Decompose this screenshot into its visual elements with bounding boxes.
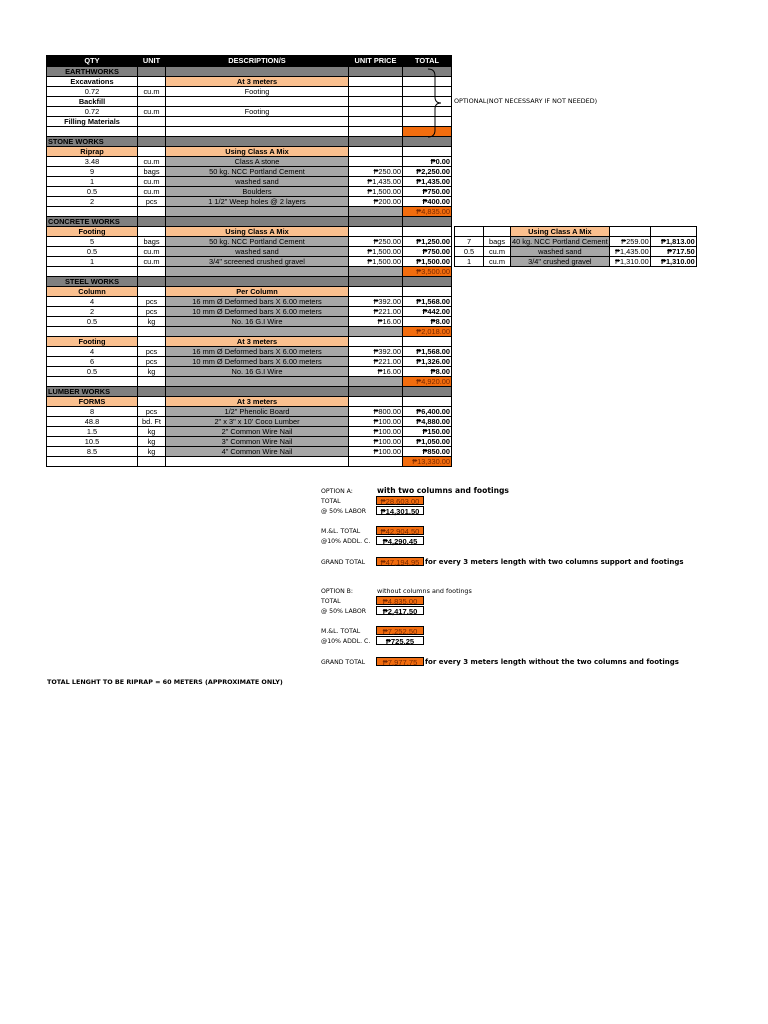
price-cell: ₱1,500.00	[349, 247, 403, 257]
section-title: STONE WORKS	[47, 137, 138, 147]
footing-subtotal: ₱4,920.00	[403, 377, 452, 387]
alternative-mix-table	[454, 226, 697, 267]
table-row	[47, 447, 452, 457]
qty-cell: 3.48	[47, 157, 138, 167]
unit-cell: pcs	[138, 197, 166, 207]
section-title: STEEL WORKS	[47, 277, 138, 287]
total-cell: ₱0.00	[403, 157, 452, 167]
table-row	[47, 307, 452, 317]
option-b-total: ₱4,835.00	[376, 596, 424, 605]
price-cell	[349, 157, 403, 167]
price-cell: ₱100.00	[349, 447, 403, 457]
option-a-addl: ₱4,290.45	[376, 536, 424, 545]
table-row	[47, 297, 452, 307]
price-cell: ₱392.00	[349, 297, 403, 307]
total-cell: ₱4,880.00	[403, 417, 452, 427]
stone-subtotal: ₱4,835.00	[403, 207, 452, 217]
desc-cell: washed sand	[511, 247, 610, 257]
price-cell: ₱16.00	[349, 367, 403, 377]
option-b-labor: ₱2,417.50	[376, 606, 424, 615]
total-cell: ₱2,250.00	[403, 167, 452, 177]
unit-cell: bags	[138, 237, 166, 247]
unit-cell: pcs	[138, 347, 166, 357]
option-a-total-label: TOTAL	[321, 498, 341, 505]
option-b-label: OPTION B:	[321, 588, 354, 595]
footer-note: TOTAL LENGHT TO BE RIPRAP = 60 METERS (APPROXIMATE ONLY)	[47, 678, 283, 686]
total-cell: ₱1,500.00	[403, 257, 452, 267]
qty-cell: 0.5	[455, 247, 484, 257]
qty-cell: 5	[47, 237, 138, 247]
qty-cell: 0.72	[47, 107, 138, 117]
desc-cell: washed sand	[166, 177, 349, 187]
table-row	[47, 87, 452, 97]
total-cell: ₱1,435.00	[403, 177, 452, 187]
table-row	[47, 437, 452, 447]
desc-cell: No. 16 G.I Wire	[166, 367, 349, 377]
unit-cell: bags	[138, 167, 166, 177]
qty-cell: 0.5	[47, 317, 138, 327]
option-b-labor-label: @ 50% LABOR	[321, 608, 367, 615]
desc-cell: Boulders	[166, 187, 349, 197]
option-b-grand-description: for every 3 meters length without the two columns and footings	[425, 658, 679, 666]
table-row	[47, 197, 452, 207]
curly-brace-icon	[427, 68, 443, 138]
qty-cell: 1	[47, 177, 138, 187]
qty-cell: 8	[47, 407, 138, 417]
qty-cell: 1.5	[47, 427, 138, 437]
mix-label: At 3 meters	[166, 337, 349, 347]
qty-cell: 0.5	[47, 187, 138, 197]
subtotal-row	[47, 267, 452, 277]
qty-cell: 10.5	[47, 437, 138, 447]
table-row	[47, 397, 452, 407]
price-cell: ₱16.00	[349, 317, 403, 327]
table-row	[47, 147, 452, 157]
option-b-grand-label: GRAND TOTAL	[321, 659, 366, 666]
header-qty: QTY	[47, 56, 138, 67]
section-concrete-works	[47, 217, 452, 227]
desc-cell: washed sand	[166, 247, 349, 257]
table-row	[455, 247, 697, 257]
table-row	[47, 177, 452, 187]
qty-cell: 2	[47, 307, 138, 317]
option-a-label: OPTION A:	[321, 488, 353, 495]
unit-cell: cu.m	[138, 247, 166, 257]
table-row	[47, 337, 452, 347]
qty-cell: 4	[47, 347, 138, 357]
table-row	[47, 357, 452, 367]
table-row	[47, 367, 452, 377]
subsection-label: Riprap	[47, 147, 138, 157]
option-b-ml-label: M.&L. TOTAL	[321, 628, 361, 635]
desc-cell: 3/4" crushed gravel	[511, 257, 610, 267]
option-b-total-label: TOTAL	[321, 598, 341, 605]
total-cell: ₱750.00	[403, 247, 452, 257]
qty-cell: 0.5	[47, 367, 138, 377]
unit-cell: pcs	[138, 407, 166, 417]
price-cell: ₱100.00	[349, 417, 403, 427]
desc-cell: 40 kg. NCC Portland Cement	[512, 237, 608, 246]
subsection-label: FORMS	[47, 397, 138, 407]
table-row	[47, 107, 452, 117]
option-a-ml-label: M.&L. TOTAL	[321, 528, 361, 535]
qty-cell: 9	[47, 167, 138, 177]
subsection-label: Footing	[47, 337, 138, 347]
table-row	[47, 77, 452, 87]
unit-cell: cu.m	[138, 157, 166, 167]
subtotal-row	[47, 327, 452, 337]
column-subtotal: ₱2,018.00	[403, 327, 452, 337]
desc-cell: 4" Common Wire Nail	[166, 447, 349, 457]
unit-cell: bags	[484, 237, 511, 247]
total-cell: ₱1,310.00	[650, 257, 696, 267]
qty-cell: 1	[47, 257, 138, 267]
subsection-label: Column	[47, 287, 138, 297]
desc-cell: 50 kg. NCC Portland Cement	[166, 237, 349, 247]
mix-label: Using Class A Mix	[166, 227, 349, 237]
price-cell: ₱1,310.00	[609, 257, 650, 267]
total-cell: ₱400.00	[403, 197, 452, 207]
section-title: CONCRETE WORKS	[47, 217, 138, 227]
desc-cell: Class A stone	[166, 157, 349, 167]
unit-cell: cu.m	[138, 107, 166, 117]
total-cell: ₱750.00	[403, 187, 452, 197]
total-cell: ₱442.00	[403, 307, 452, 317]
table-row	[47, 227, 452, 237]
price-cell: ₱1,435.00	[609, 247, 650, 257]
table-row	[47, 157, 452, 167]
desc-cell: 2" Common Wire Nail	[166, 427, 349, 437]
unit-cell: cu.m	[138, 257, 166, 267]
desc-cell: 10 mm Ø Deformed bars X 6.00 meters	[166, 307, 349, 317]
table-row	[47, 127, 452, 137]
total-cell: ₱1,050.00	[403, 437, 452, 447]
section-lumber-works	[47, 387, 452, 397]
subsection-note: At 3 meters	[166, 77, 349, 87]
qty-cell: 6	[47, 357, 138, 367]
table-row	[455, 257, 697, 267]
qty-cell: 4	[47, 297, 138, 307]
mix-label: At 3 meters	[166, 397, 349, 407]
table-row	[47, 427, 452, 437]
price-cell: ₱250.00	[349, 167, 403, 177]
qty-cell: 7	[455, 237, 484, 247]
total-cell: ₱1,568.00	[403, 347, 452, 357]
qty-cell: 1	[455, 257, 484, 267]
price-cell: ₱250.00	[349, 237, 403, 247]
optional-note: OPTIONAL(NOT NECESSARY IF NOT NEEDED)	[454, 97, 598, 105]
header-description: DESCRIPTION/S	[166, 56, 349, 67]
option-a-ml-total: ₱42,904.50	[376, 526, 424, 535]
unit-cell: cu.m	[138, 87, 166, 97]
option-b-grand-total: ₱7,977.75	[376, 657, 424, 666]
section-title: LUMBER WORKS	[47, 387, 138, 397]
price-cell: ₱100.00	[349, 427, 403, 437]
unit-cell: cu.m	[138, 177, 166, 187]
table-row	[47, 407, 452, 417]
subtotal-row	[47, 377, 452, 387]
unit-cell: kg	[138, 447, 166, 457]
desc-cell: 2" x 3" x 10' Coco Lumber	[166, 417, 349, 427]
table-row	[47, 417, 452, 427]
total-cell: ₱1,250.00	[403, 237, 452, 247]
table-row	[47, 167, 452, 177]
price-cell: ₱259.00	[609, 237, 650, 247]
table-row	[455, 227, 697, 237]
subsection-label: Filling Materials	[47, 117, 138, 127]
desc-cell: Footing	[166, 87, 349, 97]
desc-cell: 16 mm Ø Deformed bars X 6.00 meters	[166, 297, 349, 307]
unit-cell: pcs	[138, 357, 166, 367]
table-row	[47, 237, 452, 247]
option-a-labor: ₱14,301.50	[376, 506, 424, 515]
qty-cell: 0.5	[47, 247, 138, 257]
desc-cell: No. 16 G.I Wire	[166, 317, 349, 327]
total-cell: ₱150.00	[403, 427, 452, 437]
price-cell: ₱392.00	[349, 347, 403, 357]
price-cell: ₱200.00	[349, 197, 403, 207]
table-row	[47, 187, 452, 197]
desc-cell: 1 1/2" Weep holes @ 2 layers	[166, 197, 349, 207]
option-b-addl: ₱725.25	[376, 636, 424, 645]
desc-cell: 50 kg. NCC Portland Cement	[166, 167, 349, 177]
unit-cell: kg	[138, 367, 166, 377]
total-cell: ₱1,568.00	[403, 297, 452, 307]
price-cell: ₱221.00	[349, 307, 403, 317]
mix-label: Using Class A Mix	[511, 227, 610, 237]
total-cell: ₱8.00	[403, 367, 452, 377]
mix-label: Using Class A Mix	[166, 147, 349, 157]
desc-cell: 16 mm Ø Deformed bars X 6.00 meters	[166, 347, 349, 357]
desc-cell: 1/2" Phenolic Board	[166, 407, 349, 417]
unit-cell: bd. Ft	[138, 417, 166, 427]
section-stone-works	[47, 137, 452, 147]
total-cell: ₱1,813.00	[650, 237, 696, 247]
qty-cell: 0.72	[47, 87, 138, 97]
total-cell: ₱1,326.00	[403, 357, 452, 367]
unit-cell: kg	[138, 427, 166, 437]
price-cell: ₱1,435.00	[349, 177, 403, 187]
section-earthworks	[47, 67, 452, 77]
qty-cell: 2	[47, 197, 138, 207]
total-cell: ₱6,400.00	[403, 407, 452, 417]
option-b-description: without columns and footings	[377, 587, 472, 595]
unit-cell: cu.m	[484, 247, 511, 257]
qty-cell: 8.5	[47, 447, 138, 457]
unit-cell: pcs	[138, 297, 166, 307]
mix-label: Per Column	[166, 287, 349, 297]
unit-cell: cu.m	[138, 187, 166, 197]
subsection-label: Footing	[47, 227, 138, 237]
option-a-labor-label: @ 50% LABOR	[321, 508, 367, 515]
table-row	[47, 117, 452, 127]
unit-cell: pcs	[138, 307, 166, 317]
total-cell: ₱717.50	[650, 247, 696, 257]
table-row	[47, 347, 452, 357]
option-a-addl-label: @10% ADDL. C.	[321, 538, 371, 545]
option-a-description: with two columns and footings	[377, 486, 509, 495]
table-row	[47, 317, 452, 327]
header-unit-price: UNIT PRICE	[349, 56, 403, 67]
option-a-total: ₱28,603.00	[376, 496, 424, 505]
concrete-subtotal: ₱3,500.00	[403, 267, 452, 277]
header-row	[47, 56, 452, 67]
lumber-subtotal: ₱13,330.00	[403, 457, 452, 467]
price-cell: ₱1,500.00	[349, 187, 403, 197]
price-cell: ₱100.00	[349, 437, 403, 447]
unit-cell: cu.m	[484, 257, 511, 267]
table-row	[47, 287, 452, 297]
unit-cell: kg	[138, 317, 166, 327]
desc-cell: 3/4" screened crushed gravel	[166, 257, 349, 267]
section-title: EARTHWORKS	[47, 67, 138, 77]
table-row	[47, 257, 452, 267]
cost-estimate-table	[46, 55, 452, 467]
subtotal-row	[47, 207, 452, 217]
qty-cell: 48.8	[47, 417, 138, 427]
price-cell: ₱1,500.00	[349, 257, 403, 267]
table-row	[455, 237, 697, 247]
table-row	[47, 247, 452, 257]
price-cell: ₱221.00	[349, 357, 403, 367]
unit-cell: kg	[138, 437, 166, 447]
subtotal-row	[47, 457, 452, 467]
price-cell: ₱800.00	[349, 407, 403, 417]
desc-cell: 10 mm Ø Deformed bars X 6.00 meters	[166, 357, 349, 367]
section-steel-works	[47, 277, 452, 287]
header-unit: UNIT	[138, 56, 166, 67]
total-cell: ₱8.00	[403, 317, 452, 327]
subsection-label: Backfill	[47, 97, 138, 107]
total-cell: ₱850.00	[403, 447, 452, 457]
desc-cell: Footing	[166, 107, 349, 117]
option-b-addl-label: @10% ADDL. C.	[321, 638, 371, 645]
option-a-grand-description: for every 3 meters length with two columns support and footings	[425, 558, 684, 566]
subsection-label: Excavations	[47, 77, 138, 87]
header-total: TOTAL	[403, 56, 452, 67]
option-b-ml-total: ₱7,252.50	[376, 626, 424, 635]
desc-cell: 3" Common Wire Nail	[166, 437, 349, 447]
option-a-grand-total: ₱47,194.95	[376, 557, 424, 566]
option-a-grand-label: GRAND TOTAL	[321, 559, 366, 566]
table-row	[47, 97, 452, 107]
